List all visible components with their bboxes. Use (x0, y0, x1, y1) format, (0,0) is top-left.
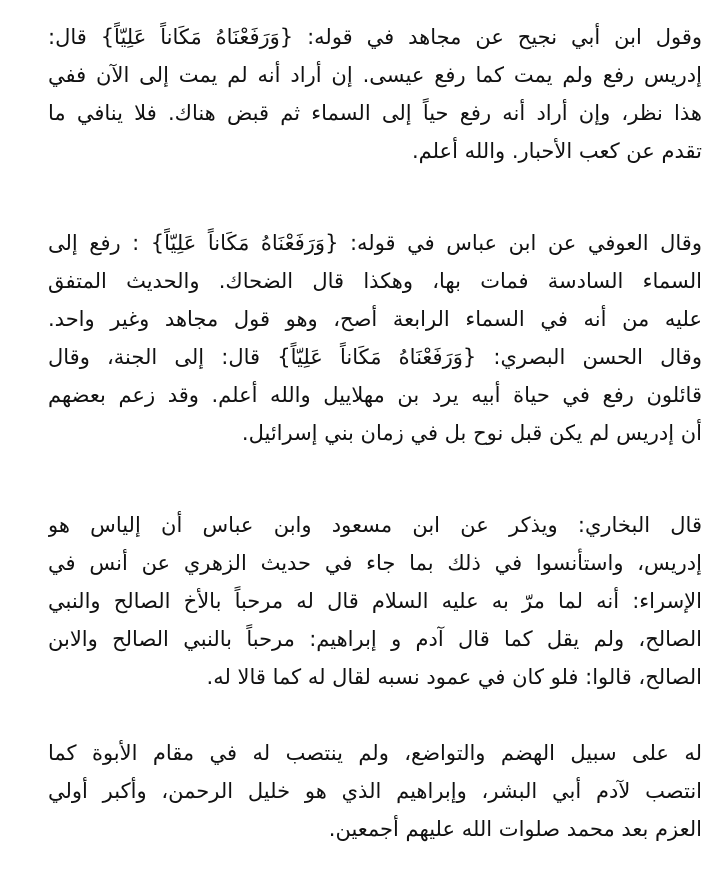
text-line: وقال العوفي عن ابن عباس في قوله: {وَرَفَعْنَاهُ مَكَاناً عَلِيّاً} : رفع إلى (48, 231, 702, 255)
text-line: قائلون رفع في حياة أبيه يرد بن مهلاييل والله أعلم. وقد زعم بعضهم (48, 383, 702, 407)
text-line: السماء السادسة فمات بها، وهكذا قال الضحاك. والحديث المتفق (48, 269, 702, 293)
paragraph-ibn-abbas (48, 224, 702, 452)
paragraph-bukhari (48, 506, 702, 696)
text-line: وقول ابن أبي نجيح عن مجاهد في قوله: {وَرَفَعْنَاهُ مَكَاناً عَلِيّاً} قال: (48, 25, 702, 49)
text-line: أن إدريس لم يكن قبل نوح بل في زمان بني إسرائيل. (241, 421, 702, 445)
text-line: هذا نظر، وإن أراد أنه رفع حياً إلى السماء ثم قبض هناك. فلا ينافي ما (48, 101, 702, 125)
text-line: تقدم عن كعب الأحبار. والله أعلم. (411, 139, 702, 163)
text-line: الإسراء: أنه لما مرّ به عليه السلام قال له مرحباً بالأخ الصالح والنبي (48, 589, 702, 613)
paragraph-idris-mujahid (48, 18, 702, 170)
text-line: الصالح، قالوا: فلو كان في عمود نسبه لقال له كما قالا له. (206, 665, 702, 689)
text-line: انتصب لآدم أبي البشر، وإبراهيم الذي هو خليل الرحمن، وأكبر أولي (48, 779, 702, 803)
text-line: له على سبيل الهضم والتواضع، ولم ينتصب له في مقام الأبوة كما (48, 741, 702, 765)
text-line: العزم بعد محمد صلوات الله عليهم أجمعين. (328, 817, 702, 841)
text-line: وقال الحسن البصري: {وَرَفَعْنَاهُ مَكَاناً عَلِيّاً} قال: إلى الجنة، وقال (48, 345, 702, 369)
text-line: إدريس، واستأنسوا في ذلك بما جاء في حديث الزهري عن أنس في (48, 551, 702, 575)
text-line: الصالح، ولم يقل كما قال آدم و إبراهيم: مرحباً بالنبي الصالح والابن (48, 627, 702, 651)
text-line: قال البخاري: ويذكر عن ابن مسعود وابن عباس أن إلياس هو (48, 513, 702, 537)
text-line: إدريس رفع ولم يمت كما رفع عيسى. إن أراد أنه لم يمت إلى الآن ففي (48, 63, 702, 87)
text-line: عليه من أنه في السماء الرابعة أصح، وهو قول مجاهد وغير واحد. (48, 307, 702, 331)
paragraph-humility (48, 734, 702, 848)
